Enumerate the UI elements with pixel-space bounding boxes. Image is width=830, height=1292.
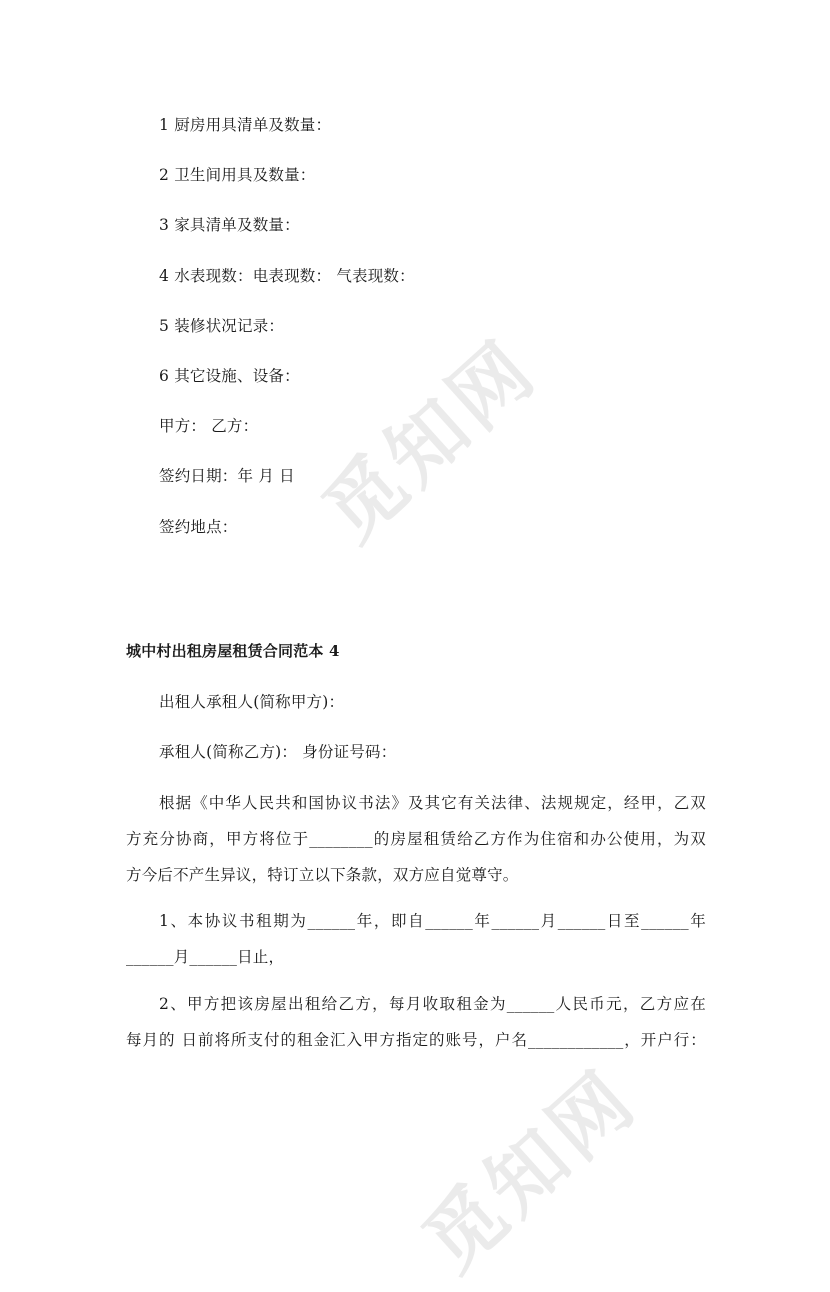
clause2-line-1: 2、甲方把该房屋出租给乙方，每月收取租金为______人民币元，乙方应在 [159,995,706,1013]
intro-line-1: 根据《中华人民共和国协议书法》及其它有关法律、法规规定，经甲，乙双 [159,794,706,812]
list-item-bathroom: 2 卫生间用具及数量： [159,166,316,184]
list-item-furniture: 3 家具清单及数量： [159,216,300,234]
clause1-line-1: 1、本协议书租期为______年，即自______年______月______日至______年 [159,912,706,930]
list-item-decoration: 5 装修状况记录： [159,317,285,335]
intro-line-2: 方充分协商，甲方将位于________的房屋租赁给乙方作为住宿和办公使用，为双 [126,830,706,848]
signing-date: 签约日期：年 月 日 [159,467,295,485]
clause2-line-2: 每月的 日前将所支付的租金汇入甲方指定的账号，户名____________，开户行： [126,1031,706,1049]
lessor-line: 出租人承租人(简称甲方)： [159,693,345,711]
lessee-line: 承租人(简称乙方)： 身份证号码： [159,743,397,761]
list-item-other-facilities: 6 其它设施、设备： [159,367,300,385]
signing-place: 签约地点： [159,518,238,536]
clause1-line-2: ______月______日止， [126,948,285,966]
section-title: 城中村出租房屋租赁合同范本 4 [126,642,340,660]
party-signatures: 甲方： 乙方： [159,417,259,435]
list-item-meters: 4 水表现数：电表现数： 气表现数： [159,267,415,285]
list-item-kitchen: 1 厨房用具清单及数量： [159,116,332,134]
intro-line-3: 方今后不产生异议，特订立以下条款，双方应自觉尊守。 [126,866,519,884]
watermark: 觅知网 [406,1053,655,1289]
watermark: 觅知网 [306,323,555,559]
